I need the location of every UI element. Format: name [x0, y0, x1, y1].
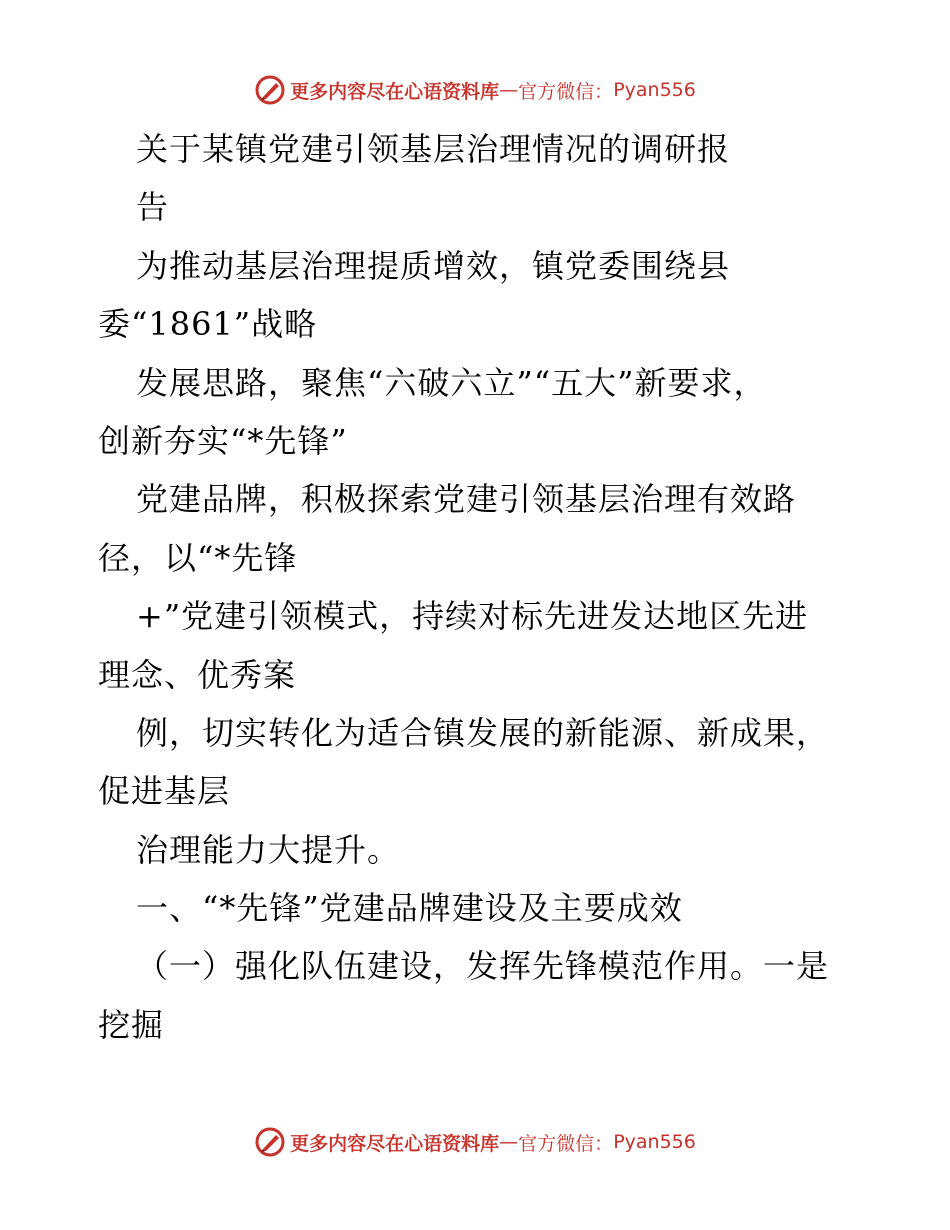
paragraph-line: +”党建引领模式，持续对标先进发达地区先进 [136, 597, 809, 636]
footer-watermark [0, 1124, 950, 1160]
watermark-brand: 更多内容尽在心语资料库 [290, 1132, 500, 1155]
paragraph-line: 例，切实转化为适合镇发展的新能源、新成果， [136, 713, 830, 752]
paragraph-line: 委“1861”战略 [98, 305, 318, 344]
watermark-label: 官方微信： [518, 1132, 614, 1155]
pen-in-circle-icon [254, 1126, 286, 1158]
paragraph-line: 为推动基层治理提质增效，镇党委围绕县 [136, 246, 731, 285]
subsection-heading: （一）强化队伍建设，发挥先锋模范作用。一是 [136, 947, 830, 986]
paragraph-line: 径，以“*先锋 [98, 538, 298, 577]
header-watermark [0, 72, 950, 108]
doc-title-line-1: 关于某镇党建引领基层治理情况的调研报 [136, 130, 731, 168]
paragraph-line: 促进基层 [98, 772, 231, 811]
watermark-dash: — [499, 79, 519, 101]
paragraph-line: 理念、优秀案 [98, 655, 297, 694]
watermark-id: Pyan556 [613, 79, 696, 101]
paragraph-line: 党建品牌，积极探索党建引领基层治理有效路 [136, 480, 797, 519]
paragraph-line: 治理能力大提升。 [136, 830, 401, 869]
watermark-id: Pyan556 [613, 1131, 696, 1153]
section-heading: 一、“*先锋”党建品牌建设及主要成效 [136, 889, 683, 928]
paragraph-line: 挖掘 [98, 1005, 165, 1044]
watermark-brand: 更多内容尽在心语资料库 [290, 80, 500, 103]
paragraph-line: 发展思路，聚焦“六破六立”“五大”新要求， [136, 363, 767, 402]
watermark-label: 官方微信： [518, 80, 614, 103]
watermark-dash: — [499, 1131, 519, 1153]
doc-title-line-2: 告 [136, 188, 170, 227]
paragraph-line: 创新夯实“*先锋” [98, 421, 348, 460]
document-body [98, 120, 858, 1054]
pen-in-circle-icon [254, 74, 286, 106]
